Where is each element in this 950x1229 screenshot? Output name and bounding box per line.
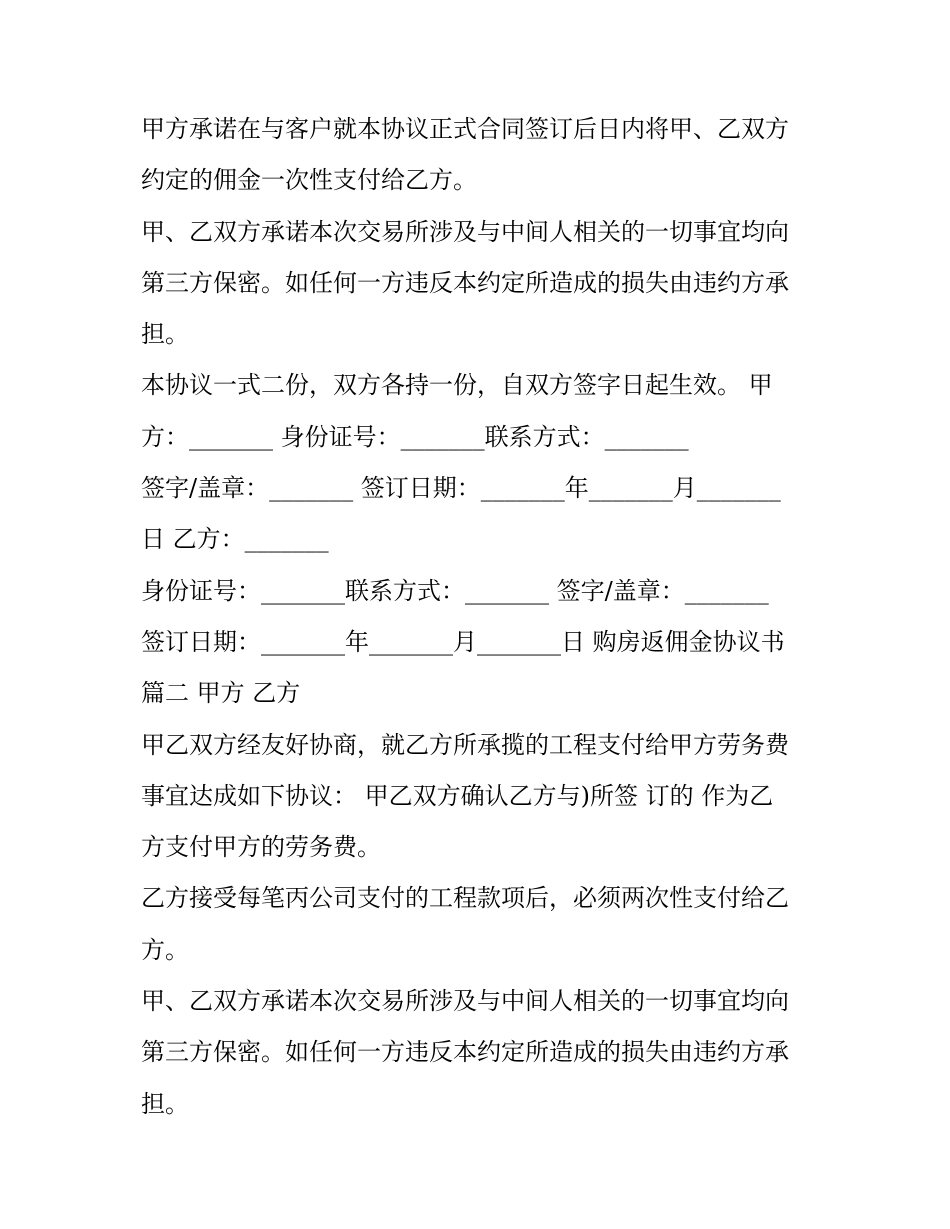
text-line: 甲方承诺在与客户就本协议正式合同签订后日内将甲、乙双方 bbox=[141, 115, 789, 143]
text-line: 日 乙方：_______ bbox=[141, 525, 329, 554]
document-body bbox=[141, 104, 821, 1130]
text-line: 甲、乙双方承诺本次交易所涉及与中间人相关的一切事宜均向 bbox=[141, 217, 789, 246]
text-line: 第三方保密。如任何一方违反本约定所造成的损失由违约方承 bbox=[141, 268, 789, 297]
text-line: 甲、乙双方承诺本次交易所涉及与中间人相关的一切事宜均向 bbox=[141, 987, 789, 1016]
text-line: 乙方接受每笔丙公司支付的工程款项后，必须两次性支付给乙 bbox=[141, 884, 789, 913]
text-line: 身份证号：_______联系方式：_______ 签字/盖章：_______ bbox=[141, 576, 769, 605]
text-line: 本协议一式二份，双方各持一份，自双方签字日起生效。 甲 bbox=[141, 371, 773, 400]
text-line: 担。 bbox=[141, 320, 189, 349]
text-line: 方：_______ 身份证号：_______联系方式：_______ bbox=[141, 422, 689, 451]
text-line: 签订日期：_______年_______月_______日 购房返佣金协议书 bbox=[141, 627, 785, 656]
text-line: 方。 bbox=[141, 935, 189, 964]
text-line: 甲乙双方经友好协商，就乙方所承揽的工程支付给甲方劳务费 bbox=[141, 730, 789, 759]
text-line: 事宜达成如下协议： 甲乙双方确认乙方与)所签 订的 作为乙 bbox=[141, 781, 774, 810]
section-heading: 篇二 甲方 乙方 bbox=[141, 679, 301, 708]
text-line: 方支付甲方的劳务费。 bbox=[141, 833, 381, 862]
text-line: 签字/盖章：_______ 签订日期：_______年_______月_______ bbox=[141, 474, 781, 503]
text-line: 第三方保密。如任何一方违反本约定所造成的损失由违约方承 bbox=[141, 1038, 789, 1067]
text-line: 担。 bbox=[141, 1089, 189, 1118]
text-line: 约定的佣金一次性支付给乙方。 bbox=[141, 166, 477, 195]
